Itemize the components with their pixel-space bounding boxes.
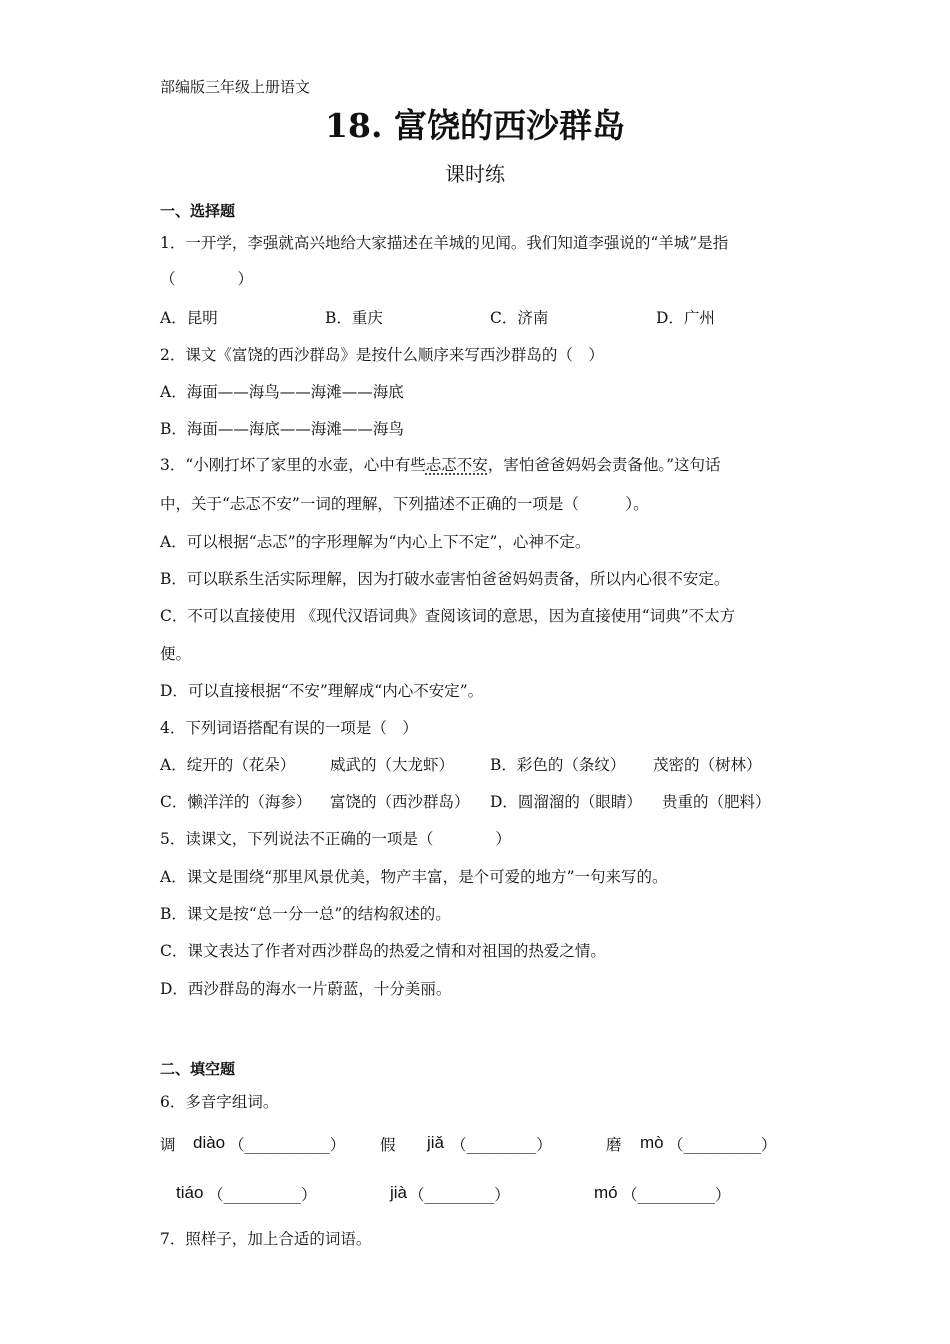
q1-option-c: C．济南	[490, 309, 549, 327]
q1-option-d: D．广州	[656, 309, 715, 327]
q4-option-c-2: 富饶的（西沙群岛）	[330, 793, 470, 811]
q6-blank-mo2[interactable]: （__________）	[622, 1186, 731, 1204]
q3-option-b: B．可以联系生活实际理解，因为打破水壶害怕爸爸妈妈责备，所以内心很不安定。	[160, 570, 730, 588]
q4-option-b-1: B．彩色的（条纹）	[490, 756, 626, 774]
q5-option-a: A．课文是围绕“那里风景优美，物产丰富，是个可爱的地方”一句来写的。	[160, 868, 668, 886]
q3-option-a: A．可以根据“忐忑”的字形理解为“内心上下不定”，心神不定。	[160, 533, 591, 551]
q1-answer-paren: （ ）	[160, 270, 254, 288]
section-heading-fill: 二、填空题	[160, 1060, 236, 1078]
q6-pinyin-mo2: mó	[594, 1183, 618, 1202]
q3-option-d: D．可以直接根据“不安”理解成“内心不安定”。	[160, 682, 484, 700]
q4-option-d-2: 贵重的（肥料）	[662, 793, 771, 811]
q6-char-mo: 磨	[606, 1136, 622, 1154]
q2-stem: 2．课文《富饶的西沙群岛》是按什么顺序来写西沙群岛的（ ）	[160, 346, 604, 364]
q6-stem: 6．多音字组词。	[160, 1093, 279, 1111]
q6-blank-jia4[interactable]: （_________）	[409, 1186, 510, 1204]
page-subtitle: 课时练	[445, 162, 505, 186]
q4-option-d-1: D．圆溜溜的（眼睛）	[490, 793, 642, 811]
q5-stem: 5．读课文，下列说法不正确的一项是（ ）	[160, 830, 511, 848]
q3-option-c-line2: 便。	[160, 645, 192, 663]
q6-char-diao: 调	[160, 1136, 176, 1154]
q6-blank-mo4[interactable]: （__________）	[668, 1136, 777, 1154]
q5-option-b: B．课文是按“总一分一总”的结构叙述的。	[160, 905, 451, 923]
q6-blank-diao[interactable]: （___________）	[229, 1136, 346, 1154]
q1-stem: 1．一开学，李强就高兴地给大家描述在羊城的见闻。我们知道李强说的“羊城”是指	[160, 234, 729, 252]
q3-stem-post: ，害怕爸爸妈妈会责备他。”这句话	[487, 456, 721, 474]
q6-char-jia: 假	[380, 1136, 396, 1154]
q2-option-a: A．海面——海鸟——海滩——海底	[160, 383, 404, 401]
q6-pinyin-jia4: jià	[390, 1183, 408, 1202]
q6-pinyin-diao: diào	[193, 1133, 226, 1152]
section-heading-choice: 一、选择题	[160, 202, 236, 220]
q5-option-c: C．课文表达了作者对西沙群岛的热爱之情和对祖国的热爱之情。	[160, 942, 606, 960]
q5-option-d: D．西沙群岛的海水一片蔚蓝，十分美丽。	[160, 980, 452, 998]
q4-stem: 4．下列词语搭配有误的一项是（ ）	[160, 719, 418, 737]
q1-option-b: B．重庆	[325, 309, 383, 327]
q4-option-a-1: A．绽开的（花朵）	[160, 756, 296, 774]
q4-option-c-1: C．懒洋洋的（海参）	[160, 793, 312, 811]
q7-stem: 7．照样子，加上合适的词语。	[160, 1230, 372, 1248]
q6-blank-tiao[interactable]: （__________）	[208, 1186, 317, 1204]
q2-option-b: B．海面——海底——海滩——海鸟	[160, 420, 404, 438]
q6-pinyin-jia3: jiǎ	[427, 1133, 445, 1152]
q3-emphasized-word: 忐忑不安	[425, 456, 488, 474]
q3-option-c-line1: C．不可以直接使用 《现代汉语词典》查阅该词的意思，因为直接使用“词典”不太方	[160, 607, 736, 625]
document-header: 部编版三年级上册语文	[160, 78, 311, 96]
q6-pinyin-tiao: tiáo	[176, 1183, 204, 1202]
page-title: 18. 富饶的西沙群岛	[325, 106, 625, 145]
q4-option-b-2: 茂密的（树林）	[653, 756, 762, 774]
q4-option-a-2: 威武的（大龙虾）	[330, 756, 455, 774]
q1-option-a: A．昆明	[160, 309, 218, 327]
q6-blank-jia3[interactable]: （_________）	[451, 1136, 552, 1154]
q3-stem-line2: 中，关于“忐忑不安”一词的理解，下列描述不正确的一项是（ ）。	[160, 495, 649, 513]
q3-stem-line1	[160, 453, 721, 475]
q3-stem-pre: 3．“小刚打坏了家里的水壶，心中有些	[160, 456, 426, 474]
q6-pinyin-mo4: mò	[640, 1133, 664, 1152]
